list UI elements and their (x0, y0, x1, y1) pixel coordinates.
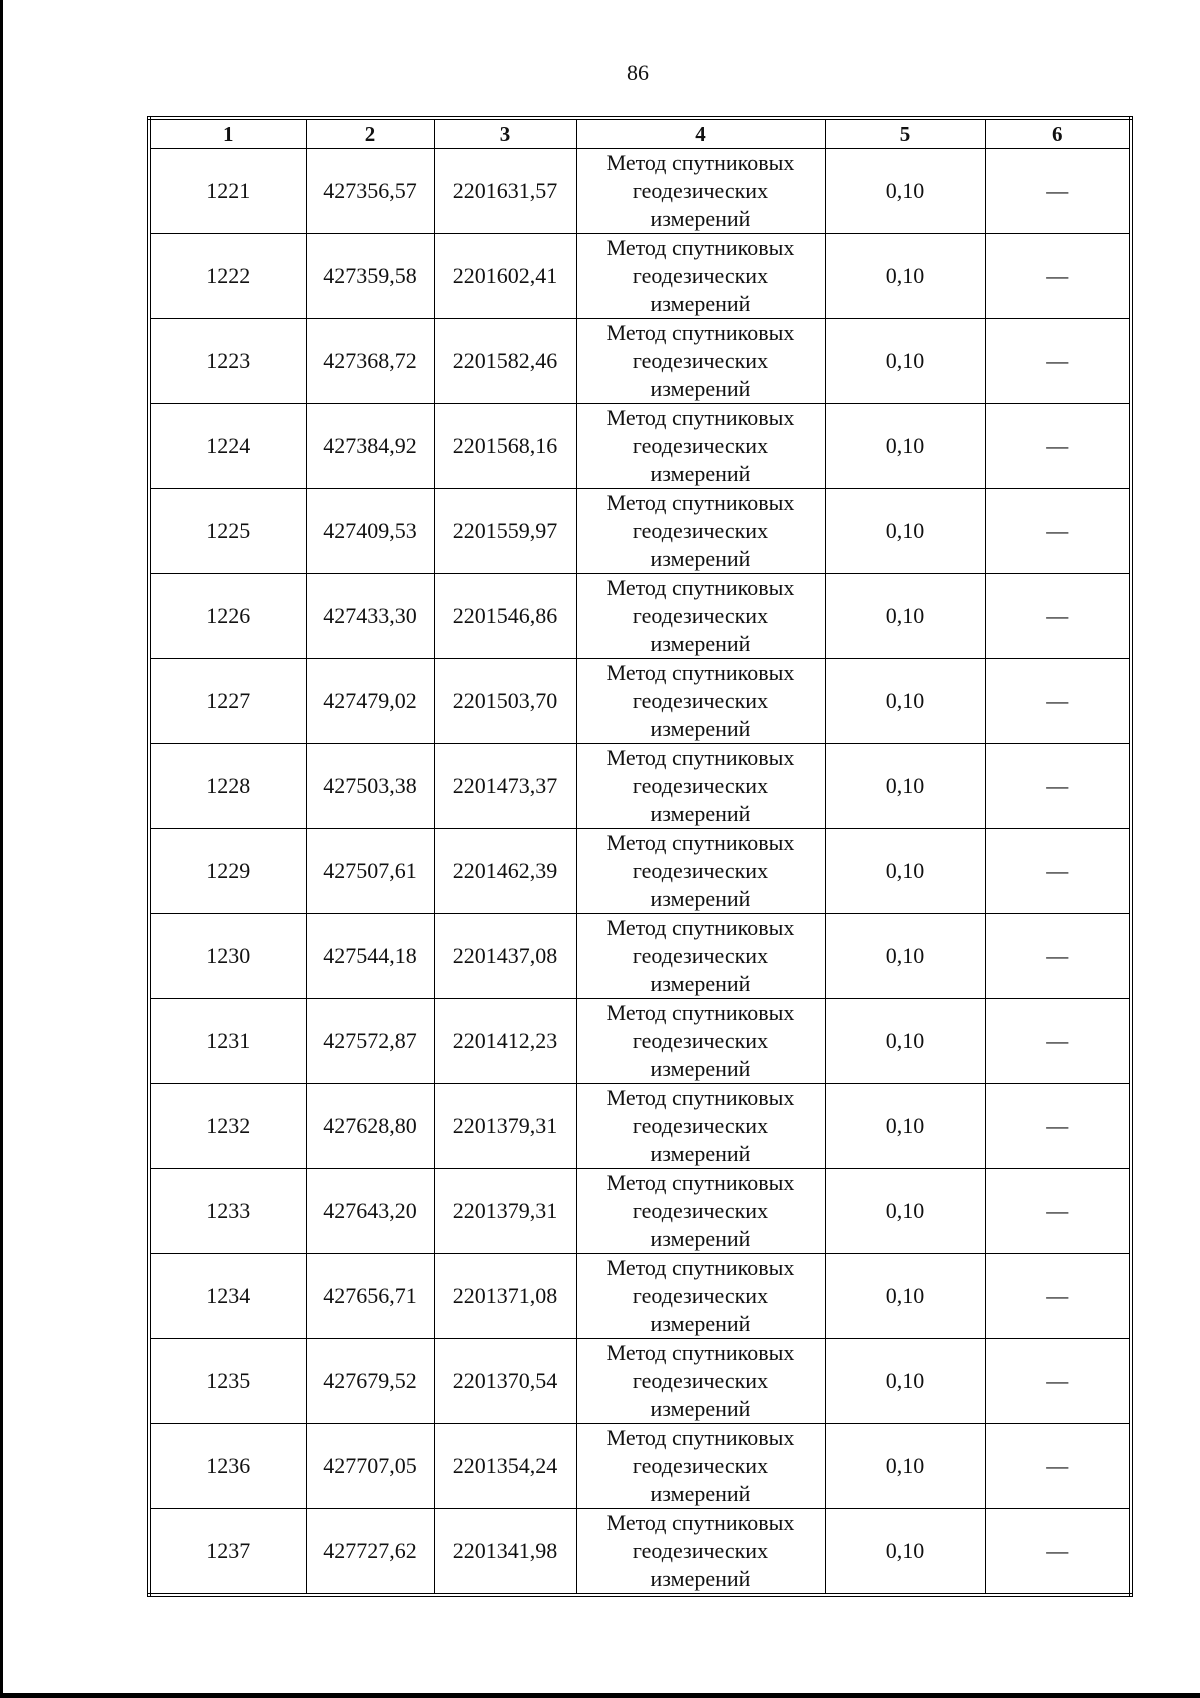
y-coordinate-cell: 2201354,24 (434, 1424, 576, 1509)
method-line: Метод спутниковых (606, 1510, 795, 1535)
x-coordinate-cell: 427409,53 (306, 489, 434, 574)
coordinates-table-container (147, 116, 1129, 1597)
coordinates-table (147, 116, 1133, 1597)
note-cell: — (985, 1509, 1131, 1596)
x-coordinate-cell: 427656,71 (306, 1254, 434, 1339)
method-line: геодезических (632, 1368, 769, 1393)
method-line: Метод спутниковых (606, 1255, 795, 1280)
x-coordinate-cell: 427433,30 (306, 574, 434, 659)
note-cell: — (985, 1169, 1131, 1254)
method-line: измерений (650, 1056, 751, 1081)
method-line: Метод спутниковых (606, 150, 795, 175)
note-cell: — (985, 1339, 1131, 1424)
note-cell: — (985, 1254, 1131, 1339)
table-row (149, 999, 1131, 1084)
method-line: измерений (650, 886, 751, 911)
accuracy-cell: 0,10 (825, 744, 985, 829)
table-row (149, 1509, 1131, 1596)
note-cell: — (985, 914, 1131, 999)
column-header-3: 3 (434, 118, 576, 149)
note-cell: — (985, 744, 1131, 829)
method-cell (576, 659, 825, 744)
method-line: геодезических (632, 1113, 769, 1138)
method-cell (576, 914, 825, 999)
table-row (149, 1339, 1131, 1424)
method-line: Метод спутниковых (606, 575, 795, 600)
note-cell: — (985, 659, 1131, 744)
column-header-4: 4 (576, 118, 825, 149)
method-line: геодезических (632, 1283, 769, 1308)
method-line: геодезических (632, 688, 769, 713)
method-line: измерений (650, 971, 751, 996)
y-coordinate-cell: 2201370,54 (434, 1339, 576, 1424)
column-header-2: 2 (306, 118, 434, 149)
y-coordinate-cell: 2201473,37 (434, 744, 576, 829)
x-coordinate-cell: 427572,87 (306, 999, 434, 1084)
method-line: геодезических (632, 603, 769, 628)
accuracy-cell: 0,10 (825, 1424, 985, 1509)
method-cell (576, 1424, 825, 1509)
method-line: измерений (650, 801, 751, 826)
accuracy-cell: 0,10 (825, 1254, 985, 1339)
method-line: Метод спутниковых (606, 1085, 795, 1110)
accuracy-cell: 0,10 (825, 1169, 985, 1254)
method-line: геодезических (632, 178, 769, 203)
method-line: геодезических (632, 433, 769, 458)
scan-left-border (0, 0, 3, 1698)
point-number-cell: 1228 (149, 744, 306, 829)
point-number-cell: 1233 (149, 1169, 306, 1254)
note-cell: — (985, 829, 1131, 914)
point-number-cell: 1237 (149, 1509, 306, 1596)
accuracy-cell: 0,10 (825, 829, 985, 914)
point-number-cell: 1225 (149, 489, 306, 574)
accuracy-cell: 0,10 (825, 149, 985, 234)
method-line: Метод спутниковых (606, 1340, 795, 1365)
method-line: измерений (650, 1396, 751, 1421)
note-cell: — (985, 1084, 1131, 1169)
note-cell: — (985, 234, 1131, 319)
accuracy-cell: 0,10 (825, 1339, 985, 1424)
method-line: Метод спутниковых (606, 915, 795, 940)
y-coordinate-cell: 2201559,97 (434, 489, 576, 574)
method-cell (576, 319, 825, 404)
accuracy-cell: 0,10 (825, 489, 985, 574)
method-line: геодезических (632, 858, 769, 883)
x-coordinate-cell: 427479,02 (306, 659, 434, 744)
method-line: измерений (650, 546, 751, 571)
y-coordinate-cell: 2201568,16 (434, 404, 576, 489)
y-coordinate-cell: 2201503,70 (434, 659, 576, 744)
note-cell: — (985, 999, 1131, 1084)
method-line: измерений (650, 376, 751, 401)
y-coordinate-cell: 2201379,31 (434, 1084, 576, 1169)
method-line: геодезических (632, 1453, 769, 1478)
y-coordinate-cell: 2201546,86 (434, 574, 576, 659)
method-line: Метод спутниковых (606, 320, 795, 345)
point-number-cell: 1223 (149, 319, 306, 404)
x-coordinate-cell: 427544,18 (306, 914, 434, 999)
x-coordinate-cell: 427727,62 (306, 1509, 434, 1596)
point-number-cell: 1224 (149, 404, 306, 489)
method-cell (576, 574, 825, 659)
accuracy-cell: 0,10 (825, 319, 985, 404)
table-row (149, 574, 1131, 659)
scan-bottom-border (0, 1693, 1200, 1698)
table-row (149, 1169, 1131, 1254)
x-coordinate-cell: 427707,05 (306, 1424, 434, 1509)
point-number-cell: 1236 (149, 1424, 306, 1509)
method-line: геодезических (632, 1198, 769, 1223)
y-coordinate-cell: 2201341,98 (434, 1509, 576, 1596)
x-coordinate-cell: 427628,80 (306, 1084, 434, 1169)
x-coordinate-cell: 427507,61 (306, 829, 434, 914)
method-line: Метод спутниковых (606, 830, 795, 855)
method-line: измерений (650, 1141, 751, 1166)
method-line: геодезических (632, 773, 769, 798)
note-cell: — (985, 404, 1131, 489)
method-cell (576, 1084, 825, 1169)
y-coordinate-cell: 2201371,08 (434, 1254, 576, 1339)
point-number-cell: 1226 (149, 574, 306, 659)
method-cell (576, 149, 825, 234)
method-line: Метод спутниковых (606, 1170, 795, 1195)
column-header-5: 5 (825, 118, 985, 149)
column-header-6: 6 (985, 118, 1131, 149)
method-cell (576, 1169, 825, 1254)
method-line: измерений (650, 1481, 751, 1506)
method-cell (576, 999, 825, 1084)
point-number-cell: 1232 (149, 1084, 306, 1169)
table-row (149, 404, 1131, 489)
y-coordinate-cell: 2201379,31 (434, 1169, 576, 1254)
point-number-cell: 1234 (149, 1254, 306, 1339)
accuracy-cell: 0,10 (825, 234, 985, 319)
method-line: Метод спутниковых (606, 1425, 795, 1450)
table-row (149, 914, 1131, 999)
table-row (149, 149, 1131, 234)
accuracy-cell: 0,10 (825, 914, 985, 999)
method-line: геодезических (632, 943, 769, 968)
note-cell: — (985, 574, 1131, 659)
method-cell (576, 744, 825, 829)
method-line: Метод спутниковых (606, 235, 795, 260)
method-line: геодезических (632, 1538, 769, 1563)
x-coordinate-cell: 427356,57 (306, 149, 434, 234)
table-body (149, 149, 1131, 1596)
y-coordinate-cell: 2201602,41 (434, 234, 576, 319)
table-row (149, 829, 1131, 914)
accuracy-cell: 0,10 (825, 1509, 985, 1596)
y-coordinate-cell: 2201631,57 (434, 149, 576, 234)
table-row (149, 1084, 1131, 1169)
method-line: Метод спутниковых (606, 745, 795, 770)
method-cell (576, 829, 825, 914)
method-line: Метод спутниковых (606, 1000, 795, 1025)
table-row (149, 1424, 1131, 1509)
x-coordinate-cell: 427503,38 (306, 744, 434, 829)
method-cell (576, 1509, 825, 1596)
accuracy-cell: 0,10 (825, 999, 985, 1084)
table-row (149, 234, 1131, 319)
table-row (149, 319, 1131, 404)
x-coordinate-cell: 427384,92 (306, 404, 434, 489)
note-cell: — (985, 319, 1131, 404)
method-line: Метод спутниковых (606, 490, 795, 515)
method-line: измерений (650, 716, 751, 741)
method-line: геодезических (632, 1028, 769, 1053)
method-cell (576, 489, 825, 574)
method-cell (576, 234, 825, 319)
table-row (149, 1254, 1131, 1339)
method-line: геодезических (632, 348, 769, 373)
accuracy-cell: 0,10 (825, 1084, 985, 1169)
method-line: геодезических (632, 263, 769, 288)
accuracy-cell: 0,10 (825, 659, 985, 744)
method-line: Метод спутниковых (606, 405, 795, 430)
method-line: измерений (650, 461, 751, 486)
method-line: измерений (650, 1311, 751, 1336)
note-cell: — (985, 1424, 1131, 1509)
y-coordinate-cell: 2201582,46 (434, 319, 576, 404)
x-coordinate-cell: 427368,72 (306, 319, 434, 404)
point-number-cell: 1221 (149, 149, 306, 234)
point-number-cell: 1222 (149, 234, 306, 319)
table-row (149, 489, 1131, 574)
y-coordinate-cell: 2201462,39 (434, 829, 576, 914)
method-line: геодезических (632, 518, 769, 543)
point-number-cell: 1227 (149, 659, 306, 744)
table-row (149, 659, 1131, 744)
column-header-1: 1 (149, 118, 306, 149)
method-line: измерений (650, 291, 751, 316)
y-coordinate-cell: 2201437,08 (434, 914, 576, 999)
method-cell (576, 1254, 825, 1339)
table-header-row (149, 118, 1131, 149)
point-number-cell: 1230 (149, 914, 306, 999)
point-number-cell: 1235 (149, 1339, 306, 1424)
table-row (149, 744, 1131, 829)
method-cell (576, 1339, 825, 1424)
point-number-cell: 1231 (149, 999, 306, 1084)
note-cell: — (985, 149, 1131, 234)
point-number-cell: 1229 (149, 829, 306, 914)
method-line: измерений (650, 1226, 751, 1251)
accuracy-cell: 0,10 (825, 574, 985, 659)
x-coordinate-cell: 427643,20 (306, 1169, 434, 1254)
x-coordinate-cell: 427359,58 (306, 234, 434, 319)
x-coordinate-cell: 427679,52 (306, 1339, 434, 1424)
method-line: Метод спутниковых (606, 660, 795, 685)
page-number: 86 (627, 60, 649, 85)
accuracy-cell: 0,10 (825, 404, 985, 489)
note-cell: — (985, 489, 1131, 574)
method-line: измерений (650, 206, 751, 231)
method-line: измерений (650, 631, 751, 656)
y-coordinate-cell: 2201412,23 (434, 999, 576, 1084)
method-line: измерений (650, 1566, 751, 1591)
method-cell (576, 404, 825, 489)
